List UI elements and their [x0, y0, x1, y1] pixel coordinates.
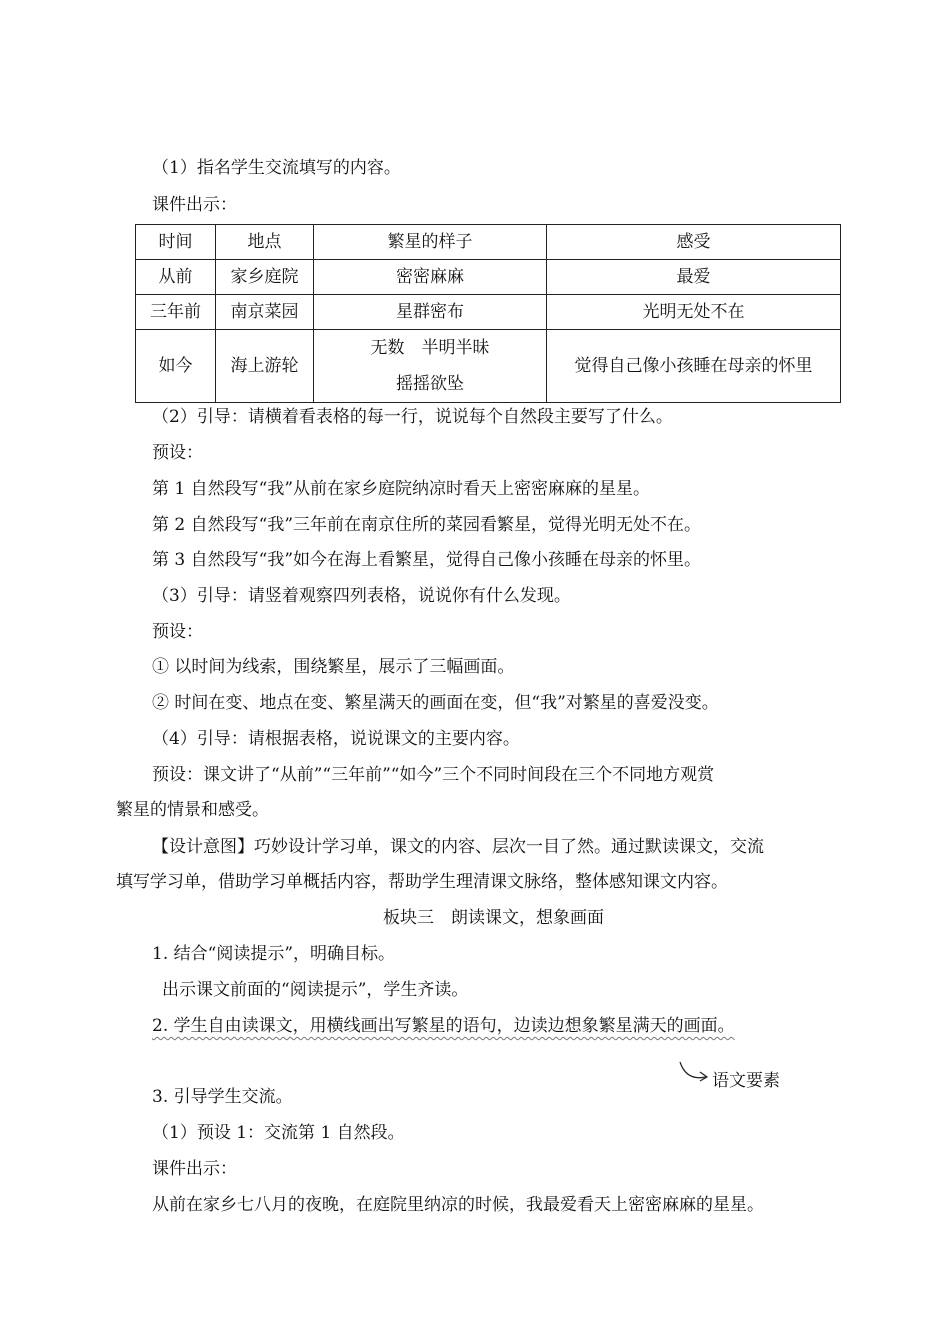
table-cell-line: 摇摇欲坠 [396, 374, 464, 394]
table-cell: 光明无处不在 [547, 295, 841, 330]
table-cell: 从前 [136, 260, 216, 295]
paragraph: （3）引导：请竖着观察四列表格，说说你有什么发现。 [152, 586, 571, 606]
table-header: 时间 [136, 225, 216, 260]
paragraph: 预设： [152, 443, 203, 463]
design-intent: 【设计意图】巧妙设计学习单，课文的内容、层次一目了然。通过默读课文，交流 [152, 837, 764, 857]
paragraph: 预设： [152, 622, 203, 642]
paragraph: （2）引导：请横着看表格的每一行，说说每个自然段主要写了什么。 [152, 407, 673, 427]
table-row [136, 295, 841, 330]
table-cell: 三年前 [136, 295, 216, 330]
margin-note [678, 1060, 808, 1090]
paragraph: （1）预设 1：交流第 1 自然段。 [152, 1123, 405, 1143]
paragraph: 第 2 自然段写“我”三年前在南京住所的菜园看繁星，觉得光明无处不在。 [152, 515, 702, 535]
paragraph: 第 1 自然段写“我”从前在家乡庭院纳凉时看天上密密麻麻的星星。 [152, 479, 651, 499]
paragraph: ① 以时间为线索，围绕繁星，展示了三幅画面。 [152, 657, 515, 677]
table-cell: 觉得自己像小孩睡在母亲的怀里 [547, 330, 841, 403]
paragraph: 从前在家乡七八月的夜晚，在庭院里纳凉的时候，我最爱看天上密密麻麻的星星。 [152, 1195, 764, 1215]
table-row [136, 330, 841, 403]
design-intent: 填写学习单，借助学习单概括内容，帮助学生理清课文脉络，整体感知课文内容。 [116, 872, 728, 892]
paragraph: 课件出示： [152, 195, 237, 215]
paragraph: （4）引导：请根据表格，说说课文的主要内容。 [152, 729, 520, 749]
table-cell: 海上游轮 [216, 330, 314, 403]
table-cell: 南京菜园 [216, 295, 314, 330]
paragraph: （1）指名学生交流填写的内容。 [152, 158, 401, 178]
table-header-row [136, 225, 841, 260]
paragraph: 出示课文前面的“阅读提示”，学生齐读。 [162, 980, 469, 1000]
paragraph: 预设：课文讲了“从前”“三年前”“如今”三个不同时间段在三个不同地方观赏 [152, 765, 715, 785]
summary-table [135, 224, 841, 403]
table-cell: 星群密布 [314, 295, 547, 330]
paragraph: ② 时间在变、地点在变、繁星满天的画面在变，但“我”对繁星的喜爱没变。 [152, 693, 719, 713]
paragraph: 繁星的情景和感受。 [116, 800, 269, 820]
table-cell-line: 无数 半明半昧 [370, 338, 490, 358]
curved-arrow-icon [678, 1060, 712, 1090]
table-cell: 如今 [136, 330, 216, 403]
table-header: 地点 [216, 225, 314, 260]
table-header: 感受 [547, 225, 841, 260]
margin-note-label: 语文要素 [712, 1071, 780, 1091]
paragraph: 第 3 自然段写“我”如今在海上看繁星，觉得自己像小孩睡在母亲的怀里。 [152, 550, 702, 570]
underlined-paragraph: 2. 学生自由读课文，用横线画出写繁星的语句，边读边想象繁星满天的画面。 [152, 1016, 735, 1036]
paragraph: 1. 结合“阅读提示”，明确目标。 [152, 944, 396, 964]
section-title: 板块三 朗读课文，想象画面 [383, 908, 604, 928]
table-row [136, 260, 841, 295]
paragraph: 3. 引导学生交流。 [152, 1087, 293, 1107]
table-cell: 最爱 [547, 260, 841, 295]
table-header: 繁星的样子 [314, 225, 547, 260]
table-cell [314, 330, 547, 403]
paragraph: 课件出示： [152, 1159, 237, 1179]
table-cell: 家乡庭院 [216, 260, 314, 295]
table-cell: 密密麻麻 [314, 260, 547, 295]
